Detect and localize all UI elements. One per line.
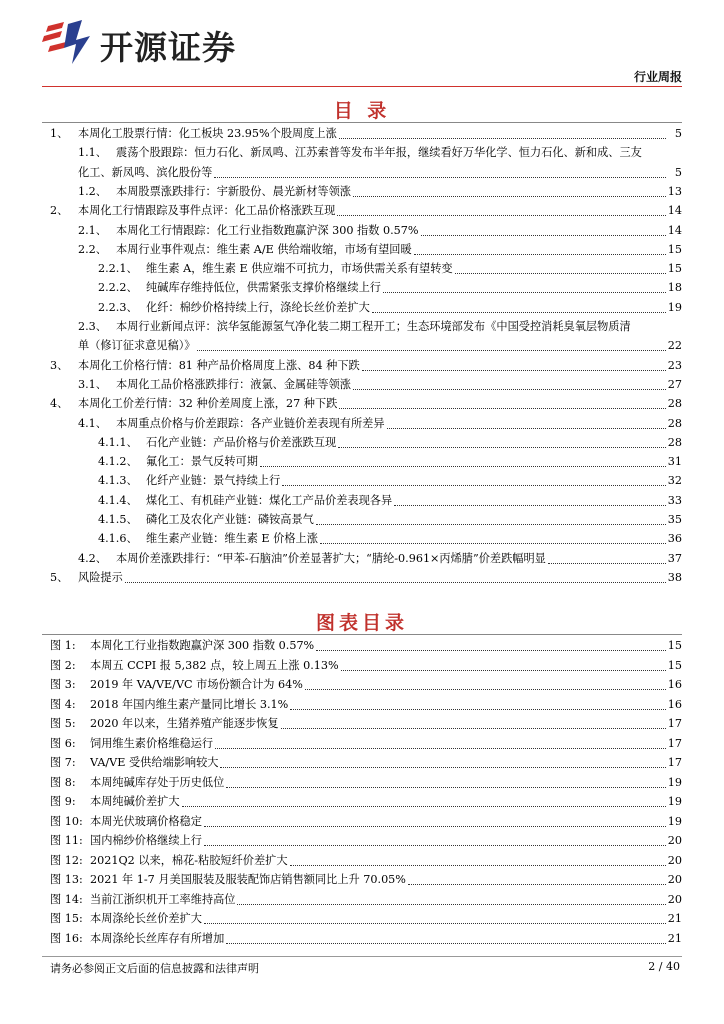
toc-entry[interactable] [42,298,682,318]
toc-entry-page: 14 [667,223,682,237]
toc-entry[interactable] [42,240,682,260]
figure-entry-page: 17 [667,736,682,750]
figure-entry-number: 图 6: [50,736,76,750]
toc-entry-number: 4、 [50,397,69,411]
toc-entry-number: 2.3、 [78,320,107,333]
toc-leader-dots [316,524,666,525]
figure-leader-dots [182,806,666,807]
toc-entry-page: 13 [667,184,682,198]
toc-entry[interactable] [42,375,682,395]
figure-entry[interactable] [42,734,682,754]
toc-entry-number: 2.2.3、 [98,300,138,314]
figures-title-divider [42,634,682,635]
toc-entry-number: 4.1.3、 [98,474,138,488]
toc-entry-text: 本周化工行情跟踪：化工行业指数跑赢沪深 300 指数 0.57% [116,223,419,237]
toc-entry[interactable] [42,491,682,511]
figure-entry-number: 图 14: [50,892,83,906]
figure-entry[interactable] [42,753,682,773]
toc-entry-number: 4.1、 [78,416,107,430]
toc-entry-text: 维生素 A，维生素 E 供应端不可抗力，市场供需关系有望转变 [146,262,453,276]
toc-entry[interactable] [42,182,682,202]
figure-entry-number: 图 12: [50,853,83,867]
toc-entry-number: 2.2.1、 [98,262,138,276]
toc-leader-dots [387,428,666,429]
figure-entry[interactable] [42,851,682,871]
figure-leader-dots [408,884,666,885]
figure-entry-number: 图 9: [50,795,76,808]
toc-entry-text: 磷化工及农化产业链：磷铵高景气 [146,513,314,526]
toc-leader-dots [320,543,666,544]
figure-leader-dots [237,904,665,905]
toc-entry-page: 35 [667,513,682,526]
toc-leader-dots [260,466,666,467]
figure-entry-text: 本周纯碱价差扩大 [90,795,180,808]
toc-leader-dots [197,350,665,351]
toc-entry[interactable] [42,259,682,279]
figure-entry-number: 图 5: [50,717,76,730]
toc-title-divider [42,122,682,123]
toc-leader-dots [383,292,666,293]
toc-leader-dots [362,370,666,371]
toc-entry-number: 2.2.2、 [98,281,138,295]
toc-entry-text: 本周价差涨跌排行：“甲苯-石脑油”价差显著扩大；“腈纶-0.961×丙烯腈”价差跌幅明显 [116,551,546,565]
figure-entry-number: 图 11: [50,834,83,847]
figure-leader-dots [305,689,666,690]
toc-entry-page: 28 [667,435,682,449]
toc-leader-dots [455,273,666,274]
figure-entry-page: 19 [667,795,682,808]
figure-leader-dots [204,826,666,827]
figure-entry-page: 16 [667,697,682,711]
toc-entry-number: 4.2、 [78,551,107,565]
toc-entry[interactable] [42,317,682,337]
toc-entry[interactable] [42,221,682,241]
toc-entry-number: 4.1.1、 [98,435,138,449]
toc-entry-number: 2、 [50,204,69,218]
toc-leader-dots [548,563,666,564]
toc-leader-dots [372,312,666,313]
header-divider [42,86,682,87]
toc-entry-text: 本周行业事件观点：维生素 A/E 供给端收缩，市场有望回暖 [116,242,412,256]
toc-entry-page: 31 [667,455,682,469]
figure-entry-page: 19 [667,775,682,789]
figure-entry-page: 20 [667,873,682,886]
figure-entry-page: 21 [667,912,682,925]
figure-entry-page: 21 [667,931,682,945]
figure-entry-number: 图 10: [50,814,83,828]
figure-entry[interactable] [42,870,682,890]
toc-entry-number: 4.1.2、 [98,455,138,469]
toc-entry-page: 38 [667,570,682,584]
toc-entry[interactable] [42,433,682,453]
toc-entry-text: 煤化工、有机硅产业链：煤化工产品价差表现各异 [146,493,393,507]
toc-entry-number: 4.1.5、 [98,513,138,526]
figure-leader-dots [316,650,666,651]
figure-leader-dots [204,923,666,924]
toc-entry[interactable] [42,143,682,163]
figure-entry-text: 本周纯碱库存处于历史低位 [90,775,225,789]
figure-entry[interactable] [42,773,682,793]
toc-entry-text: 震荡个股跟踪：恒力石化、新凤鸣、江苏索普等发布半年报，继续看好万华化学、恒力石化、新和成、三友 [116,146,642,160]
figure-entry[interactable] [42,675,682,695]
figure-entry-page: 15 [667,639,682,652]
toc-entry-text: 本周股票涨跌排行：宇新股份、晨光新材等领涨 [116,184,351,198]
figure-entry-text: 本周涤纶长丝库存有所增加 [90,931,225,945]
toc-entry-number: 3、 [50,358,69,372]
toc-leader-dots [414,254,666,255]
toc-entry-number: 3.1、 [78,377,107,391]
figure-entry-number: 图 2: [50,658,76,672]
toc-entry[interactable] [42,336,682,356]
toc-entry-text: 本周化工价格行情：81 种产品价格周度上涨、84 种下跌 [78,358,360,372]
figure-entry-text: 本周化工行业指数跑赢沪深 300 指数 0.57% [90,639,315,652]
toc-entry-text: 化工、新凤鸣、滨化股份等 [78,165,213,179]
figure-entry-page: 17 [667,756,682,769]
toc-leader-dots [338,447,666,448]
toc-entry[interactable] [42,394,682,414]
figure-entry[interactable] [42,792,682,812]
brand-logo [42,18,282,66]
figure-entry-number: 图 8: [50,775,76,789]
toc-entry[interactable] [42,414,682,434]
figure-entry-text: 当前江浙织机开工率维持高位 [90,892,236,906]
page-indicator: 2 / 40 [648,960,680,973]
figure-entry-page: 15 [667,658,682,672]
report-type-label: 行业周报 [633,70,682,84]
toc-entry-page: 28 [667,416,682,430]
figure-leader-dots [220,767,665,768]
toc-entry-page: 22 [667,339,682,353]
toc-entry-number: 4.1.6、 [98,532,138,546]
figure-entry-number: 图 3: [50,678,76,691]
toc-entry-number: 2.2、 [78,242,107,256]
toc-entry[interactable] [42,568,682,588]
figure-entry-text: 本周涤纶长丝价差扩大 [90,912,202,925]
figure-entry-page: 20 [667,834,682,847]
toc-entry-page: 14 [667,204,682,218]
toc-leader-dots [339,408,665,409]
figure-leader-dots [215,748,666,749]
figure-entry-text: 本周光伏玻璃价格稳定 [90,814,202,828]
figure-entry[interactable] [42,831,682,851]
brand-name: 开源证券 [100,28,236,67]
toc-entry-number: 1.2、 [78,184,107,198]
footer-divider [42,956,682,957]
toc-entry-number: 1、 [50,127,69,140]
toc-entry[interactable] [42,452,682,472]
toc-title: 目 录 [333,100,391,122]
figure-entry-text: 饲用维生素价格维稳运行 [90,736,214,750]
figure-entry-number: 图 16: [50,931,83,945]
toc-entry-text: 风险提示 [78,570,123,584]
figure-leader-dots [204,845,666,846]
figure-entry-text: 2018 年国内维生素产量同比增长 3.1% [90,697,289,711]
toc-entry-text: 本周化工价差行情：32 种价差周度上涨，27 种下跌 [78,397,338,411]
figure-entry-page: 20 [667,853,682,867]
figure-entry-page: 16 [667,678,682,691]
toc-entry-page: 5 [674,165,682,179]
figure-entry[interactable] [42,695,682,715]
toc-leader-dots [353,389,666,390]
toc-entry-text: 纯碱库存维持低位，供需紧张支撑价格继续上行 [146,281,381,295]
figure-entry[interactable] [42,812,682,832]
figure-entry-text: 2020 年以来，生猪养殖产能逐步恢复 [90,717,279,730]
footer-disclaimer: 请务必参阅正文后面的信息披露和法律声明 [50,962,259,975]
toc-entry-page: 27 [667,377,682,391]
toc-entry-page: 28 [667,397,682,411]
toc-entry-page: 15 [667,262,682,276]
toc-entry-text: 化纤：棉纱价格持续上行，涤纶长丝价差扩大 [146,300,370,314]
figures-title: 图表目录 [315,612,408,634]
figure-entry[interactable] [42,714,682,734]
toc-entry[interactable] [42,510,682,530]
figure-leader-dots [290,865,666,866]
toc-entry-number: 1.1、 [78,146,107,160]
toc-entry-page: 37 [667,551,682,565]
toc-entry-text: 化纤产业链：景气持续上行 [146,474,281,488]
toc-leader-dots [394,505,666,506]
toc-entry-number: 2.1、 [78,223,107,237]
toc-leader-dots [282,485,665,486]
figure-entry-number: 图 15: [50,912,83,925]
figure-entry-number: 图 13: [50,873,83,886]
figure-entry-text: 国内棉纱价格继续上行 [90,834,202,847]
toc-entry-text: 本周化工行情跟踪及事件点评：化工品价格涨跌互现 [78,204,336,218]
figure-leader-dots [226,943,665,944]
toc-entry-page: 36 [667,532,682,546]
toc-leader-dots [339,138,666,139]
toc-leader-dots [337,215,665,216]
figure-entry[interactable] [42,890,682,910]
figure-entry-number: 图 7: [50,756,76,769]
toc-entry-text: 本周化工股票行情：化工板块 23.95%个股周度上涨 [78,127,337,140]
toc-entry[interactable] [42,278,682,298]
toc-entry-page: 15 [667,242,682,256]
brand-logo-icon [42,18,98,66]
figure-entry-page: 17 [667,717,682,730]
figure-leader-dots [341,670,666,671]
figure-entry-text: 2021Q2 以来，棉花-粘胶短纤价差扩大 [90,853,288,867]
toc-entry-page: 19 [667,300,682,314]
figure-entry[interactable] [42,909,682,929]
figure-entry-text: VA/VE 受供给端影响较大 [90,756,219,769]
figure-leader-dots [290,709,665,710]
figure-entry-text: 本周五 CCPI 报 5,382 点，较上周五上涨 0.13% [90,658,339,672]
figure-entry-text: 2021 年 1-7 月美国服装及服装配饰店销售额同比上升 70.05% [90,873,406,886]
toc-entry-number: 4.1.4、 [98,493,138,507]
toc-entry-page: 32 [667,474,682,488]
toc-entry-text: 单（修订征求意见稿）》 [78,339,196,353]
toc-entry[interactable] [42,471,682,491]
figure-leader-dots [281,728,666,729]
figure-entry[interactable] [42,636,682,656]
toc-entry-number: 5、 [50,570,69,584]
toc-entry[interactable] [42,549,682,569]
toc-leader-dots [125,582,666,583]
toc-entry[interactable] [42,201,682,221]
figure-entry[interactable] [42,656,682,676]
toc-entry[interactable] [42,356,682,376]
toc-entry-page: 5 [674,127,682,140]
toc-entry[interactable] [42,163,682,183]
toc-entry-text: 石化产业链：产品价格与价差涨跌互现 [146,435,337,449]
figure-entry-page: 19 [667,814,682,828]
figure-entry-page: 20 [667,892,682,906]
toc-entry-text: 维生素产业链：维生素 E 价格上涨 [146,532,318,546]
toc-entry-page: 18 [667,281,682,295]
toc-entry[interactable] [42,124,682,144]
toc-entry[interactable] [42,529,682,549]
figure-leader-dots [226,787,665,788]
figure-entry-text: 2019 年 VA/VE/VC 市场份额合计为 64% [90,678,303,691]
figure-entry[interactable] [42,929,682,949]
toc-entry-text: 氟化工：景气反转可期 [146,455,258,469]
toc-entry-text: 本周重点价格与价差跟踪：各产业链价差表现有所差异 [116,416,385,430]
toc-leader-dots [353,196,666,197]
toc-leader-dots [214,177,666,178]
figure-entry-number: 图 1: [50,639,76,652]
figure-entry-number: 图 4: [50,697,76,711]
toc-entry-text: 本周化工品价格涨跌排行：液氯、金属硅等领涨 [116,377,351,391]
toc-entry-page: 33 [667,493,682,507]
toc-entry-text: 本周行业新闻点评：滨华氢能源氢气净化装二期工程开工；生态环境部发布《中国受控消耗臭氧层物质清 [116,320,631,333]
toc-leader-dots [421,235,666,236]
toc-entry-page: 23 [667,358,682,372]
